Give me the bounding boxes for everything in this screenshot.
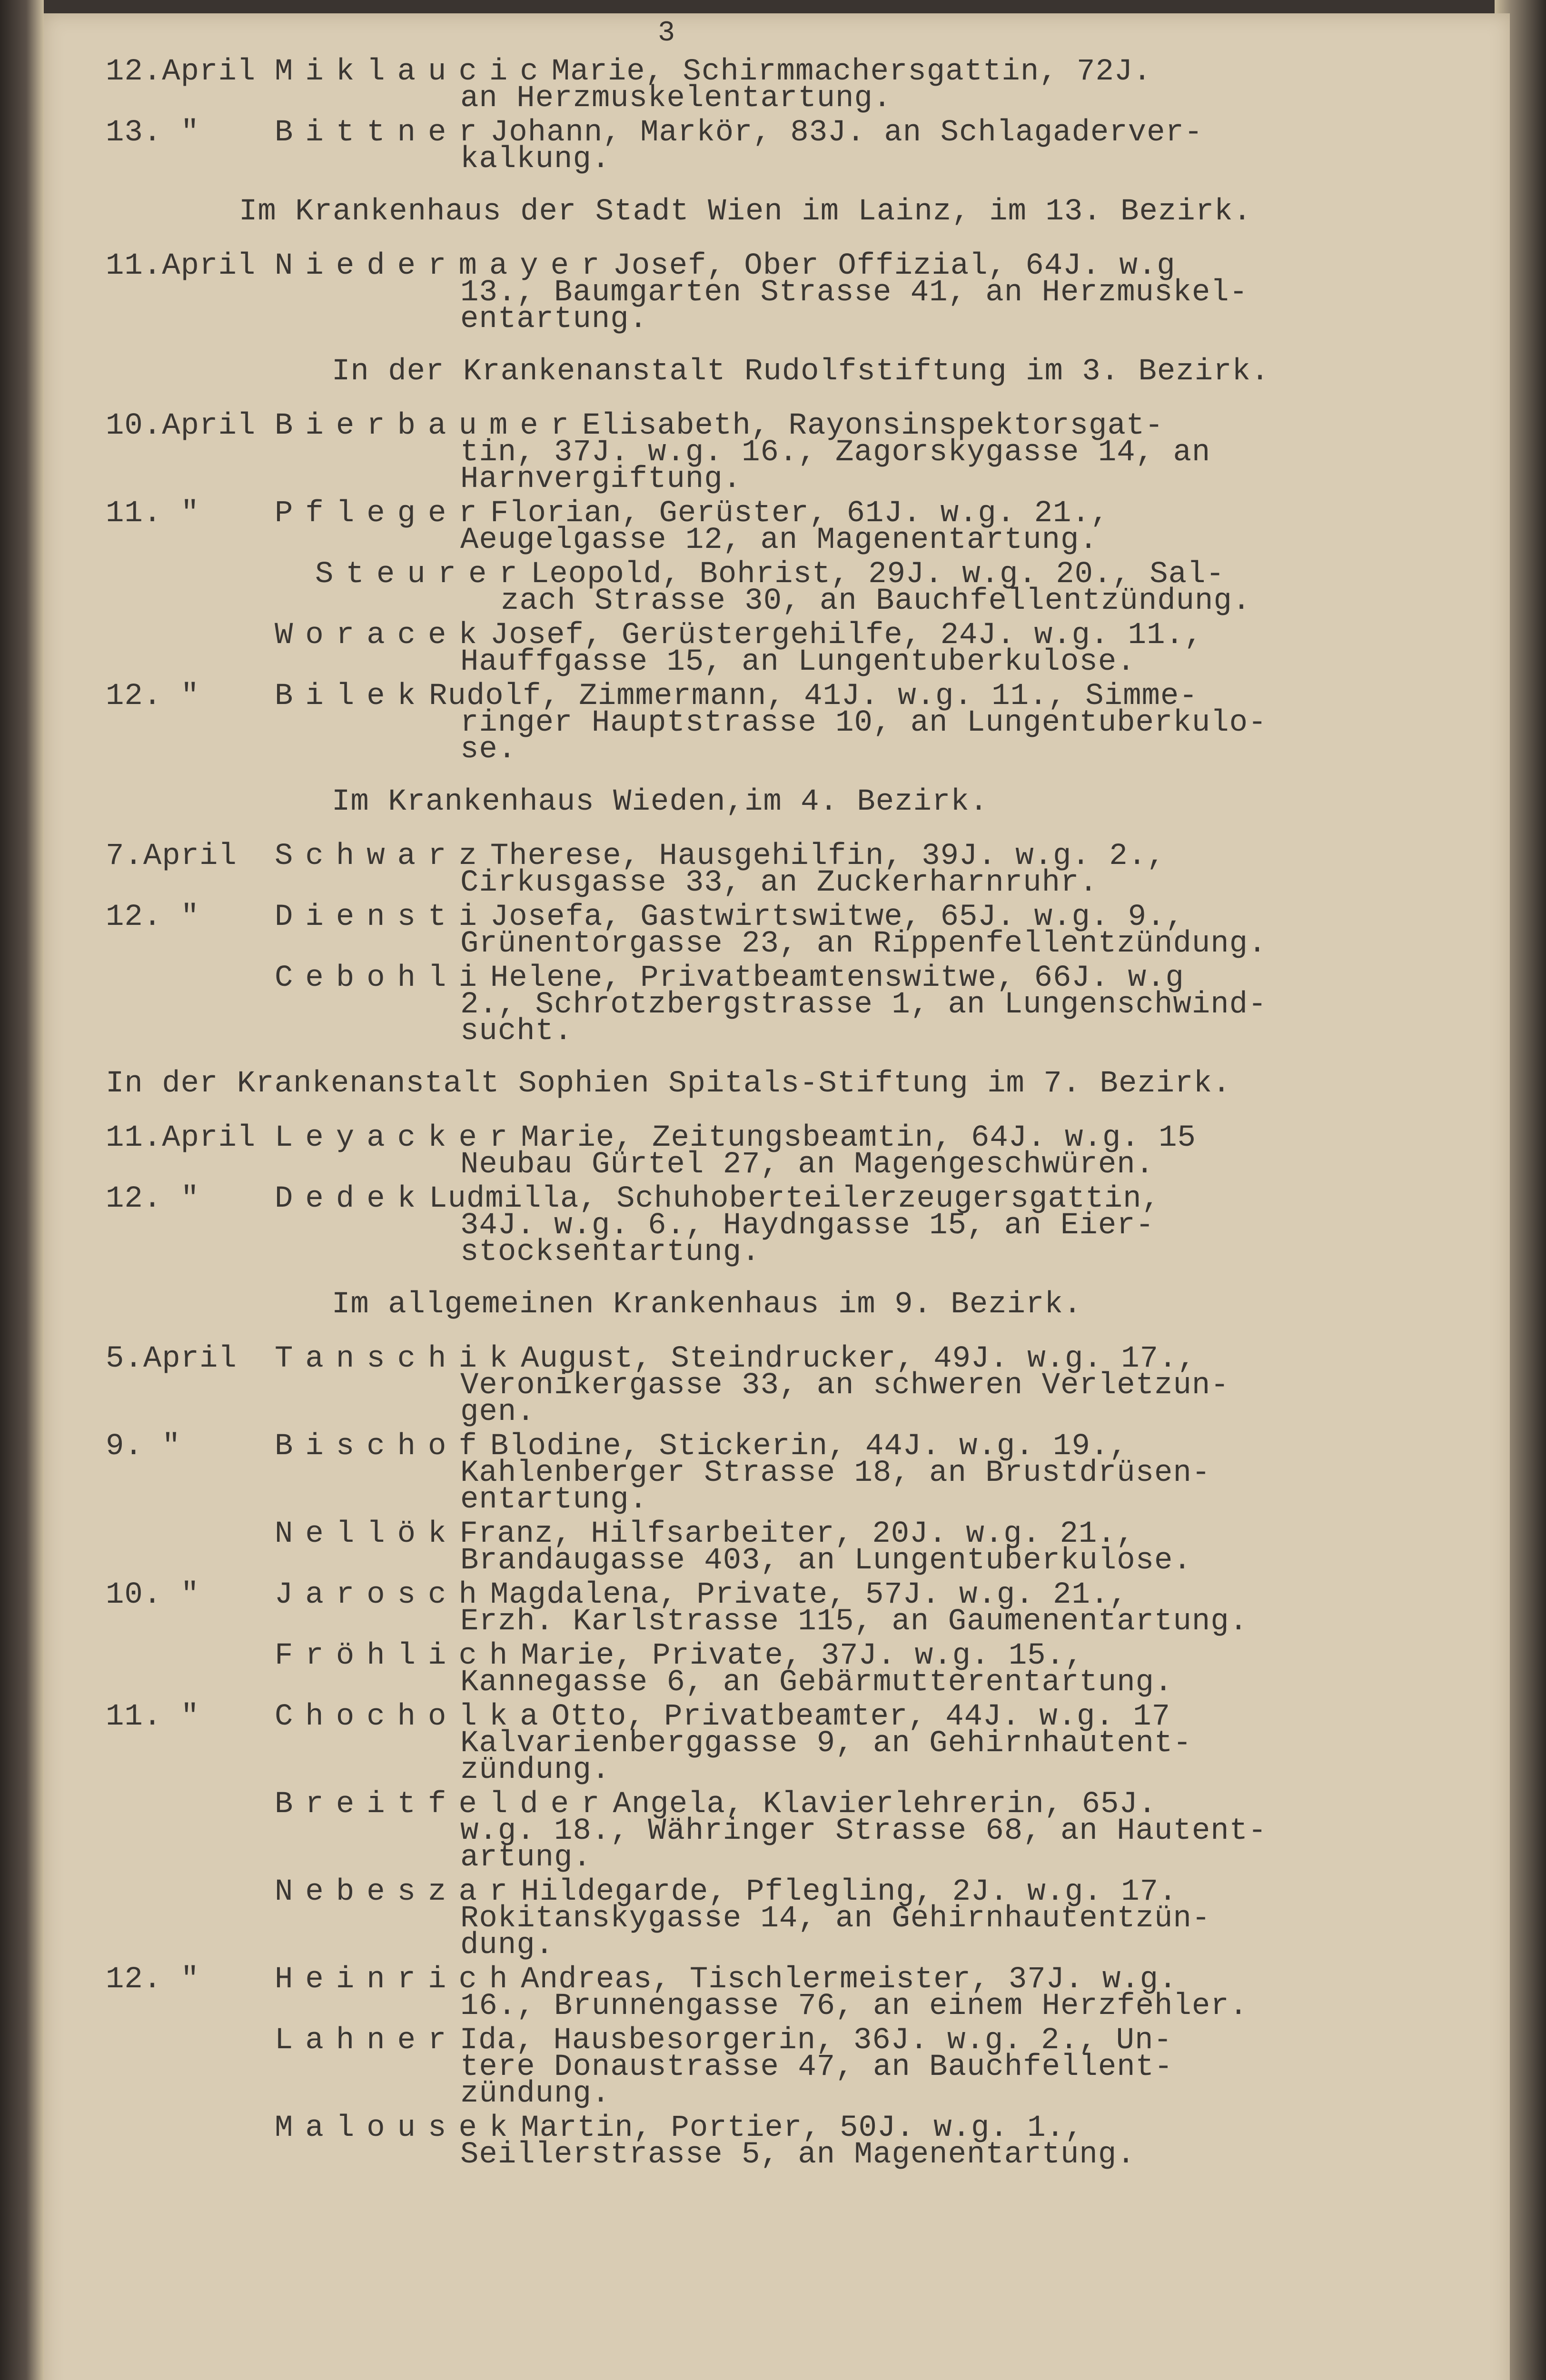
entry-details: Martin, Portier, 50J. w.g. 1.,: [521, 2111, 1084, 2145]
death-record-entry: [106, 839, 1486, 900]
entry-date: 10. ": [106, 1578, 200, 1612]
entry-surname: Lahner: [275, 2023, 459, 2058]
entry-continuation: Kalvarienberggasse 9, an Gehirnhautent-: [460, 1726, 1192, 1761]
death-record-entry: [106, 679, 1486, 767]
entry-date: 9. ": [106, 1429, 181, 1464]
entry-date: 10.April: [106, 409, 256, 443]
entry-continuation: zach Strasse 30, an Bauchfellentzündung.: [501, 584, 1251, 618]
entry-date: 7.April: [106, 839, 237, 873]
entry-continuation: gen.: [460, 1395, 535, 1429]
death-record-entry: [106, 1121, 1486, 1182]
entry-surname: Steurer: [315, 557, 530, 592]
entry-surname: Schwarz: [275, 839, 489, 873]
entry-continuation: zündung.: [460, 1753, 611, 1787]
death-record-entry: [106, 1429, 1486, 1517]
document-page: [44, 13, 1510, 2380]
entry-details: Ida, Hausbesorgerin, 36J. w.g. 2., Un-: [459, 2023, 1172, 2058]
entry-surname: Nebeszar: [275, 1875, 520, 1909]
death-record-entry: [106, 961, 1486, 1049]
entry-date: 13. ": [106, 116, 200, 150]
section-heading: Im allgemeinen Krankenhaus im 9. Bezirk.: [332, 1288, 1082, 1322]
entry-continuation: zündung.: [460, 2077, 611, 2111]
death-record-entry: [106, 249, 1486, 337]
entry-continuation: Harnvergiftung.: [460, 462, 742, 496]
death-record-entry: [106, 2111, 1486, 2172]
death-record-entry: [106, 2023, 1486, 2111]
entry-details: Elisabeth, Rayonsinspektorsgat-: [582, 409, 1164, 443]
entry-continuation: 2., Schrotzbergstrasse 1, an Lungenschwind-: [460, 988, 1267, 1022]
death-record-entry: [106, 1182, 1486, 1269]
entry-details: Florian, Gerüster, 61J. w.g. 21.,: [490, 496, 1110, 531]
section-heading: In der Krankenanstalt Rudolfstiftung im 3. Bezirk.: [332, 355, 1270, 389]
entry-date: 11. ": [106, 1700, 200, 1734]
entry-continuation: dung.: [460, 1928, 555, 1963]
death-record-entry: [106, 618, 1486, 679]
death-record-entry: [106, 1875, 1486, 1963]
section-heading: Im Krankenhaus Wieden,im 4. Bezirk.: [332, 785, 989, 819]
entry-surname: Nellök: [275, 1517, 459, 1551]
entry-surname: Bischof: [275, 1429, 489, 1464]
death-record-entry: [106, 409, 1486, 496]
entry-surname: Breitfelder: [275, 1787, 612, 1822]
entry-continuation: stocksentartung.: [460, 1235, 761, 1269]
entry-date: 5.April: [106, 1342, 237, 1376]
entry-details: Marie, Zeitungsbeamtin, 64J. w.g. 15: [521, 1121, 1196, 1155]
entry-date: 12. ": [106, 900, 200, 934]
death-record-entry: [106, 1963, 1486, 2023]
entry-details: Otto, Privatbeamter, 44J. w.g. 17: [551, 1700, 1171, 1734]
entry-date: 12. ": [106, 1963, 200, 1997]
entry-date: 11.April: [106, 249, 256, 283]
entry-continuation: Cirkusgasse 33, an Zuckerharnruhr.: [460, 866, 1098, 900]
entry-continuation: entartung.: [460, 302, 648, 337]
entry-date: 11.April: [106, 1121, 256, 1155]
death-record-entry: [106, 1639, 1486, 1700]
entry-surname: Leyacker: [275, 1121, 520, 1155]
entry-continuation: Aeugelgasse 12, an Magenentartung.: [460, 523, 1098, 557]
entry-continuation: Erzh. Karlstrasse 115, an Gaumenentartung.: [460, 1605, 1249, 1639]
death-record-entry: [106, 55, 1486, 116]
entry-details: Josef, Gerüstergehilfe, 24J. w.g. 11.,: [490, 618, 1203, 653]
entry-continuation: sucht.: [460, 1014, 573, 1049]
entry-date: 11. ": [106, 496, 200, 531]
entry-details: Angela, Klavierlehrerin, 65J.: [613, 1787, 1157, 1822]
entry-surname: Pfleger: [275, 496, 489, 531]
entry-details: Andreas, Tischlermeister, 37J. w.g.: [521, 1963, 1178, 1997]
entry-details: Marie, Private, 37J. w.g. 15.,: [521, 1639, 1084, 1673]
entry-surname: Malousek: [275, 2111, 520, 2145]
entry-continuation: Kannegasse 6, an Gebärmutterentartung.: [460, 1666, 1173, 1700]
entry-surname: Fröhlich: [275, 1639, 520, 1673]
entry-details: Magdalena, Private, 57J. w.g. 21.,: [490, 1578, 1128, 1612]
death-record-entry: [106, 496, 1486, 557]
entry-details: August, Steindrucker, 49J. w.g. 17.,: [521, 1342, 1196, 1376]
death-record-entry: [106, 116, 1486, 177]
entry-continuation: entartung.: [460, 1483, 648, 1517]
section-heading: In der Krankenanstalt Sophien Spitals-Stiftung im 7. Bezirk.: [106, 1067, 1231, 1101]
death-record-entry: [106, 1342, 1486, 1429]
entry-continuation: w.g. 18., Währinger Strasse 68, an Hautent-: [460, 1814, 1267, 1848]
death-record-entry: [106, 557, 1486, 618]
death-record-entry: [106, 900, 1486, 961]
entry-details: Josef, Ober Offizial, 64J. w.g: [613, 249, 1176, 283]
entry-surname: Bilek: [275, 679, 428, 714]
page-number: 3: [658, 17, 675, 50]
entry-continuation: Veronikergasse 33, an schweren Verletzun-: [460, 1368, 1229, 1403]
entry-surname: Cebohli: [275, 961, 489, 995]
entry-details: Marie, Schirmmachersgattin, 72J.: [551, 55, 1152, 89]
entry-details: Johann, Markör, 83J. an Schlagaderver-: [490, 116, 1203, 150]
entry-surname: Dedek: [275, 1182, 428, 1216]
entry-surname: Chocholka: [275, 1700, 551, 1734]
page-edge-left: [0, 0, 44, 2380]
death-record-entry: [106, 1700, 1486, 1787]
death-record-entry: [106, 1578, 1486, 1639]
entry-details: Therese, Hausgehilfin, 39J. w.g. 2.,: [490, 839, 1166, 873]
entry-details: Rudolf, Zimmermann, 41J. w.g. 11., Simme-: [429, 679, 1198, 714]
entry-surname: Miklaucic: [275, 55, 551, 89]
entry-surname: Niedermayer: [275, 249, 612, 283]
entry-continuation: Grünentorgasse 23, an Rippenfellentzündung.: [460, 927, 1267, 961]
death-record-entry: [106, 1517, 1486, 1578]
entry-surname: Bierbaumer: [275, 409, 582, 443]
entry-surname: Bittner: [275, 116, 489, 150]
entry-continuation: ringer Hauptstrasse 10, an Lungentuberkulo-: [460, 706, 1267, 740]
entry-continuation: Neubau Gürtel 27, an Magengeschwüren.: [460, 1148, 1155, 1182]
entry-continuation: tere Donaustrasse 47, an Bauchfellent-: [460, 2050, 1173, 2084]
entry-continuation: kalkung.: [460, 142, 611, 177]
entry-continuation: artung.: [460, 1841, 592, 1875]
entry-details: Franz, Hilfsarbeiter, 20J. w.g. 21.,: [459, 1517, 1135, 1551]
entry-surname: Woracek: [275, 618, 489, 653]
entry-details: Leopold, Bohrist, 29J. w.g. 20., Sal-: [530, 557, 1225, 592]
entry-surname: Tanschik: [275, 1342, 520, 1376]
entry-details: Ludmilla, Schuhoberteilerzeugersgattin,: [429, 1182, 1160, 1216]
entry-date: 12. ": [106, 679, 200, 714]
entry-surname: Diensti: [275, 900, 489, 934]
entry-continuation: 13., Baumgarten Strasse 41, an Herzmuskel-: [460, 276, 1249, 310]
section-heading: Im Krankenhaus der Stadt Wien im Lainz, im 13. Bezirk.: [239, 195, 1252, 229]
entry-details: Hildegarde, Pflegling, 2J. w.g. 17.: [521, 1875, 1178, 1909]
entry-continuation: an Herzmuskelentartung.: [460, 81, 892, 116]
entry-continuation: 34J. w.g. 6., Haydngasse 15, an Eier-: [460, 1209, 1155, 1243]
death-record-entry: [106, 1787, 1486, 1875]
entry-continuation: 16., Brunnengasse 76, an einem Herzfehler.: [460, 1989, 1249, 2023]
entry-details: Blodine, Stickerin, 44J. w.g. 19.,: [490, 1429, 1128, 1464]
entry-continuation: Seillerstrasse 5, an Magenentartung.: [460, 2138, 1136, 2172]
entry-continuation: se.: [460, 733, 517, 767]
entry-details: Josefa, Gastwirtswitwe, 65J. w.g. 9.,: [490, 900, 1184, 934]
entry-surname: Heinrich: [275, 1963, 520, 1997]
entry-continuation: tin, 37J. w.g. 16., Zagorskygasse 14, an: [460, 436, 1211, 470]
entry-date: 12.April: [106, 55, 256, 89]
entry-date: 12. ": [106, 1182, 200, 1216]
entry-continuation: Hauffgasse 15, an Lungentuberkulose.: [460, 645, 1136, 679]
entry-continuation: Brandaugasse 403, an Lungentuberkulose.: [460, 1544, 1192, 1578]
document-body: [106, 55, 1486, 2176]
entry-details: Helene, Privatbeamtenswitwe, 66J. w.g: [490, 961, 1184, 995]
entry-continuation: Kahlenberger Strasse 18, an Brustdrüsen-: [460, 1456, 1211, 1490]
entry-surname: Jarosch: [275, 1578, 489, 1612]
entry-continuation: Rokitanskygasse 14, an Gehirnhautentzün-: [460, 1902, 1211, 1936]
